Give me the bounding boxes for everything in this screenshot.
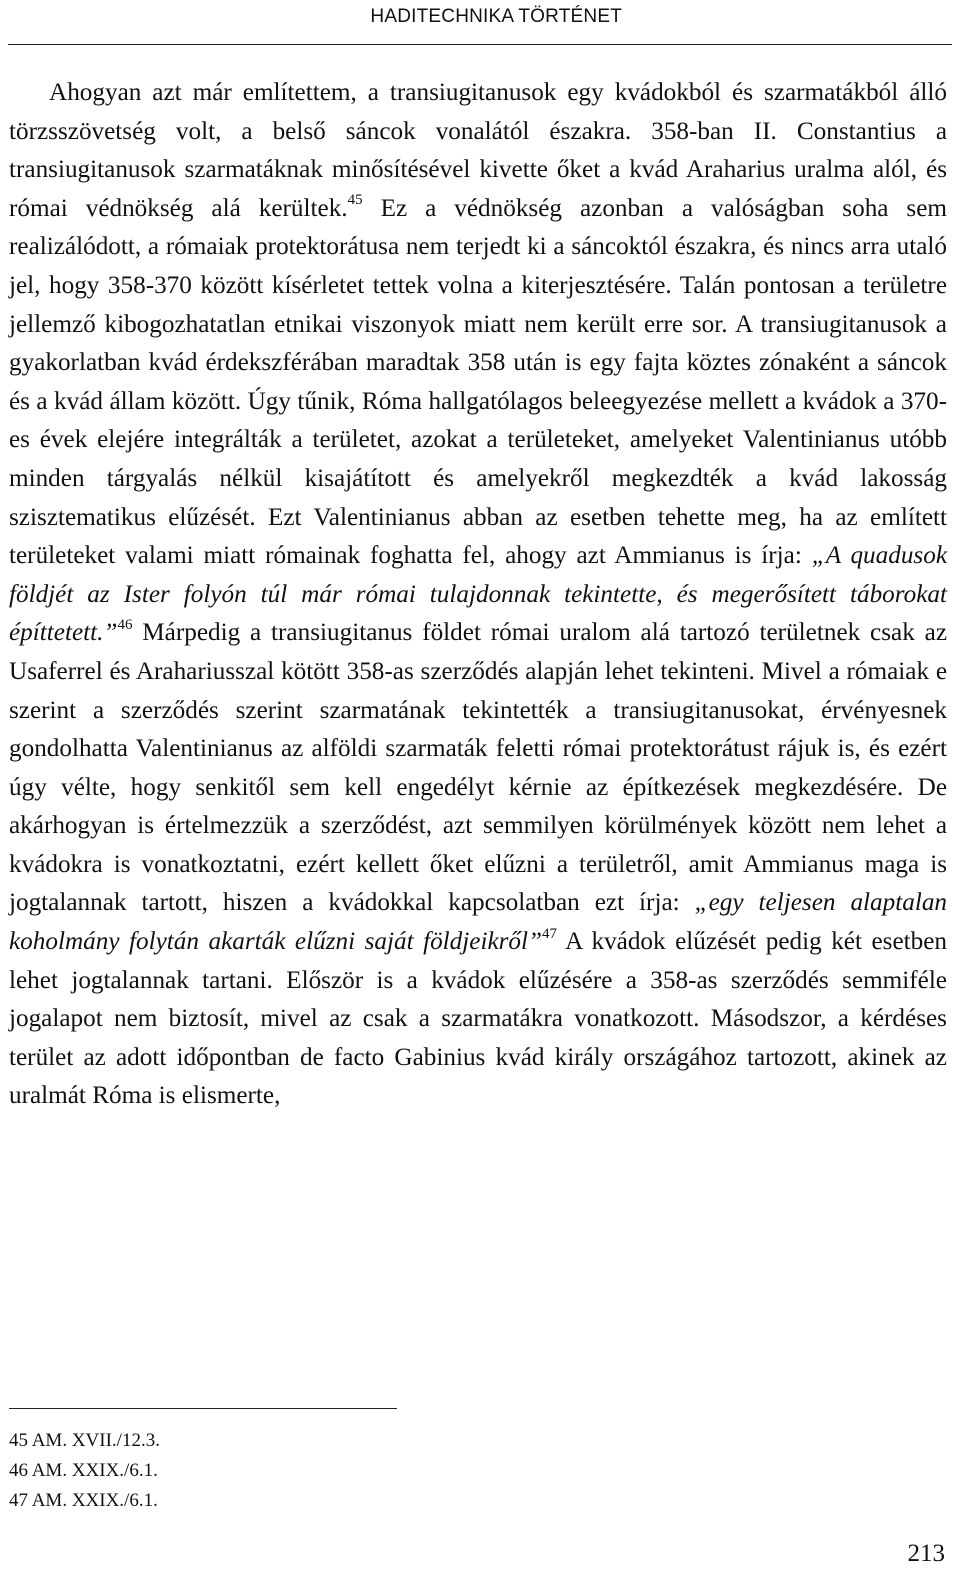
main-paragraph (9, 74, 947, 1116)
header-divider (8, 44, 952, 45)
footnote-ref-45: 45 (347, 192, 363, 209)
page-number: 213 (907, 1540, 945, 1567)
footnote-divider (9, 1408, 397, 1409)
footnote-47: 47 AM. XXIX./6.1. (9, 1490, 158, 1511)
quote-ammianus-1: „A quadusok földjét az Ister folyón túl már római tulajdonnak tekintette, és megerősített táborokat építtetett.” (9, 542, 948, 647)
footnote-45: 45 AM. XVII./12.3. (9, 1430, 160, 1451)
running-header (0, 0, 960, 36)
footnote-46: 46 AM. XXIX./6.1. (9, 1460, 158, 1481)
body-text (9, 74, 947, 1116)
text-segment-3: Márpedig a transiugitanus földet római uralom alá tartozó területnek csak az Usaferrel és Arahariusszal kötött 358-as szerződés alapján lehet tekinteni. Mivel a rómaiak e szerint a szerződés szerint szarmatának tekintették a transiugitanusokat, érvényesnek gondolhatta Valentinianus az alföldi szarmaták feletti római protektorátust rájuk is, és ezért úgy vélte, hogy senkitől sem kell engedélyt kérnie az építkezések megkezdésére. De akárhogyan is értelmezzük a szerződést, azt semmilyen körülmények között nem lehet a kvádokra is vonatkoztatni, ezért kellett őket elűzni a területről, amit Ammianus maga is jogtalannak tartott, hiszen a kvádokkal kapcsolatban ezt írja: (9, 619, 947, 917)
header-title: HADITECHNIKA TÖRTÉNET (370, 6, 622, 27)
text-segment-4: A kvádok elűzését pedig két esetben lehet jogtalannak tartani. Először is a kvádok elűzésére a 358-as szerződés semmiféle jogalapot nem biztosít, mivel az csak a szarmatákra vonatkozott. Másodszor, a kérdéses terület az adott időpontban de facto Gabinius kvád király országához tartozott, akinek az uralmát Róma is elismerte, (9, 928, 948, 1110)
footnote-ref-47: 47 (542, 925, 558, 942)
footnotes (9, 1426, 160, 1516)
footnote-ref-46: 46 (117, 616, 133, 633)
text-segment-2: Ez a védnökség azonban a valóságban soha sem realizálódott, a rómaiak protektorátusa nem terjedt ki a sáncoktól északra, és nincs arra utaló jel, hogy 358-370 között kísérletet tettek volna a kiterjesztésére. Talán pontosan a területre jellemző kibogozhatatlan etnikai viszonyok miatt nem került erre sor. A transiugitanusok a gyakorlatban kvád érdekszférában maradtak 358 után is egy fajta köztes zónaként a sáncok és a kvád állam között. Úgy tűnik, Róma hallgatólagos beleegyezése mellett a kvádok a 370-es évek elejére integrálták a területet, azokat a területeket, amelyeket Valentinianus utóbb minden tárgyalás nélkül kisajátított és amelyekről megkezdték a kvád lakosság szisztematikus elűzését. Ezt Valentinianus abban az esetben tehette meg, ha az említett területeket valami miatt rómainak foghatta fel, ahogy azt Ammianus is írja: (9, 194, 948, 570)
quote-ammianus-2: „egy teljesen alaptalan koholmány folytán akarták elűzni saját földjeikről” (9, 889, 948, 956)
text-segment-1: Ahogyan azt már említettem, a transiugitanusok egy kvádokból és szarmatákból álló törzsszövetség volt, a belső sáncok vonalától északra. 358-ban II. Constantius a transiugitanusok szarmatáknak minősítésével kivette őket a kvád Araharius uralma alól, és római védnökség alá kerültek. (9, 79, 947, 222)
